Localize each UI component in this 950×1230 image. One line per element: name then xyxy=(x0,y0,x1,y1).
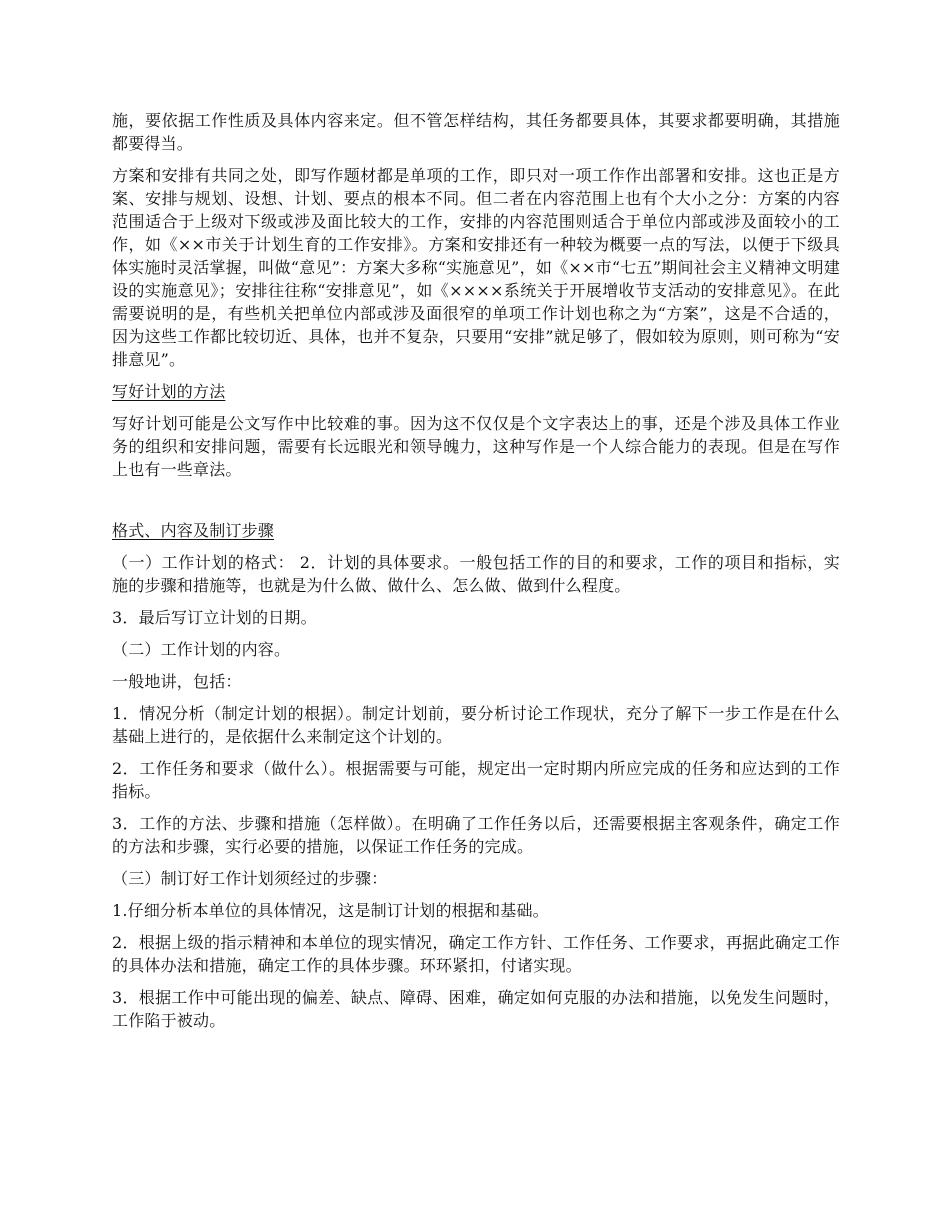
paragraph-plan-vs-arrangement: 方案和安排有共同之处，即写作题材都是单项的工作，即只对一项工作作出部署和安排。这也正是方案、安排与规划、设想、计划、要点的根本不同。但二者在内容范围上也有个大小之分：方案的内容范围适合于上级对下级或涉及面比较大的工作，安排的内容范围则适合于单位内部或涉及面较小的工作，如《××市关于计划生育的工作安排》。方案和安排还有一种较为概要一点的写法，以便于下级具体实施时灵活掌握，叫做“意见”：方案大多称“实施意见”，如《××市“七五”期间社会主义精神文明建设的实施意见》；安排往往称“安排意见”，如《××××系统关于开展增收节支活动的安排意见》。在此需要说明的是，有些机关把单位内部或涉及面很窄的单项工作计划也称之为“方案”，这是不合适的，因为这些工作都比较切近、具体，也并不复杂，只要用“安排”就足够了，假如较为原则，则可称为“安排意见”。 xyxy=(112,166,840,369)
paragraph-measures: 施，要依据工作性质及具体内容来定。但不管怎样结构，其任务都要具体，其要求都要明确，其措施都要得当。 xyxy=(112,111,840,153)
document-page xyxy=(112,109,840,1041)
list-item-methods: 3．工作的方法、步骤和措施（怎样做）。在明确了工作任务以后，还需要根据主客观条件，确定工作的方法和步骤，实行必要的措施，以保证工作任务的完成。 xyxy=(112,814,840,856)
list-item-content-heading: （二）工作计划的内容。 xyxy=(112,640,291,659)
list-item-step-1: 1.仔细分析本单位的具体情况，这是制订计划的根据和基础。 xyxy=(112,901,549,920)
list-item-step-2: 2．根据上级的指示精神和本单位的现实情况，确定工作方针、工作任务、工作要求，再据此确定工作的具体办法和措施，确定工作的具体步骤。环环紧扣，付诸实现。 xyxy=(112,933,840,975)
list-item-tasks: 2．工作任务和要求（做什么）。根据需要与可能，规定出一定时期内所应完成的任务和应达到的工作指标。 xyxy=(112,759,840,801)
list-item-format: （一）工作计划的格式： 2．计划的具体要求。一般包括工作的目的和要求，工作的项目和指标，实施的步骤和措施等，也就是为什么做、做什么、怎么做、做到什么程度。 xyxy=(112,553,840,595)
list-item-steps-heading: （三）制订好工作计划须经过的步骤： xyxy=(112,869,388,888)
paragraph-methods-intro: 写好计划可能是公文写作中比较难的事。因为这不仅仅是个文字表达上的事，还是个涉及具体工作业务的组织和安排问题，需要有长远眼光和领导魄力，这种写作是一个人综合能力的表现。但是在写作上也有一些章法。 xyxy=(112,414,840,479)
section-heading-methods: 写好计划的方法 xyxy=(112,382,226,401)
list-item-generally: 一般地讲，包括： xyxy=(112,672,242,691)
section-heading-format: 格式、内容及制订步骤 xyxy=(112,521,275,540)
list-item-date: 3．最后写订立计划的日期。 xyxy=(112,608,317,627)
list-item-situation-analysis: 1．情况分析（制定计划的根据）。制定计划前，要分析讨论工作现状，充分了解下一步工作是在什么基础上进行的，是依据什么来制定这个计划的。 xyxy=(112,704,840,746)
list-item-step-3: 3．根据工作中可能出现的偏差、缺点、障碍、困难，确定如何克服的办法和措施，以免发生问题时，工作陷于被动。 xyxy=(112,988,840,1030)
